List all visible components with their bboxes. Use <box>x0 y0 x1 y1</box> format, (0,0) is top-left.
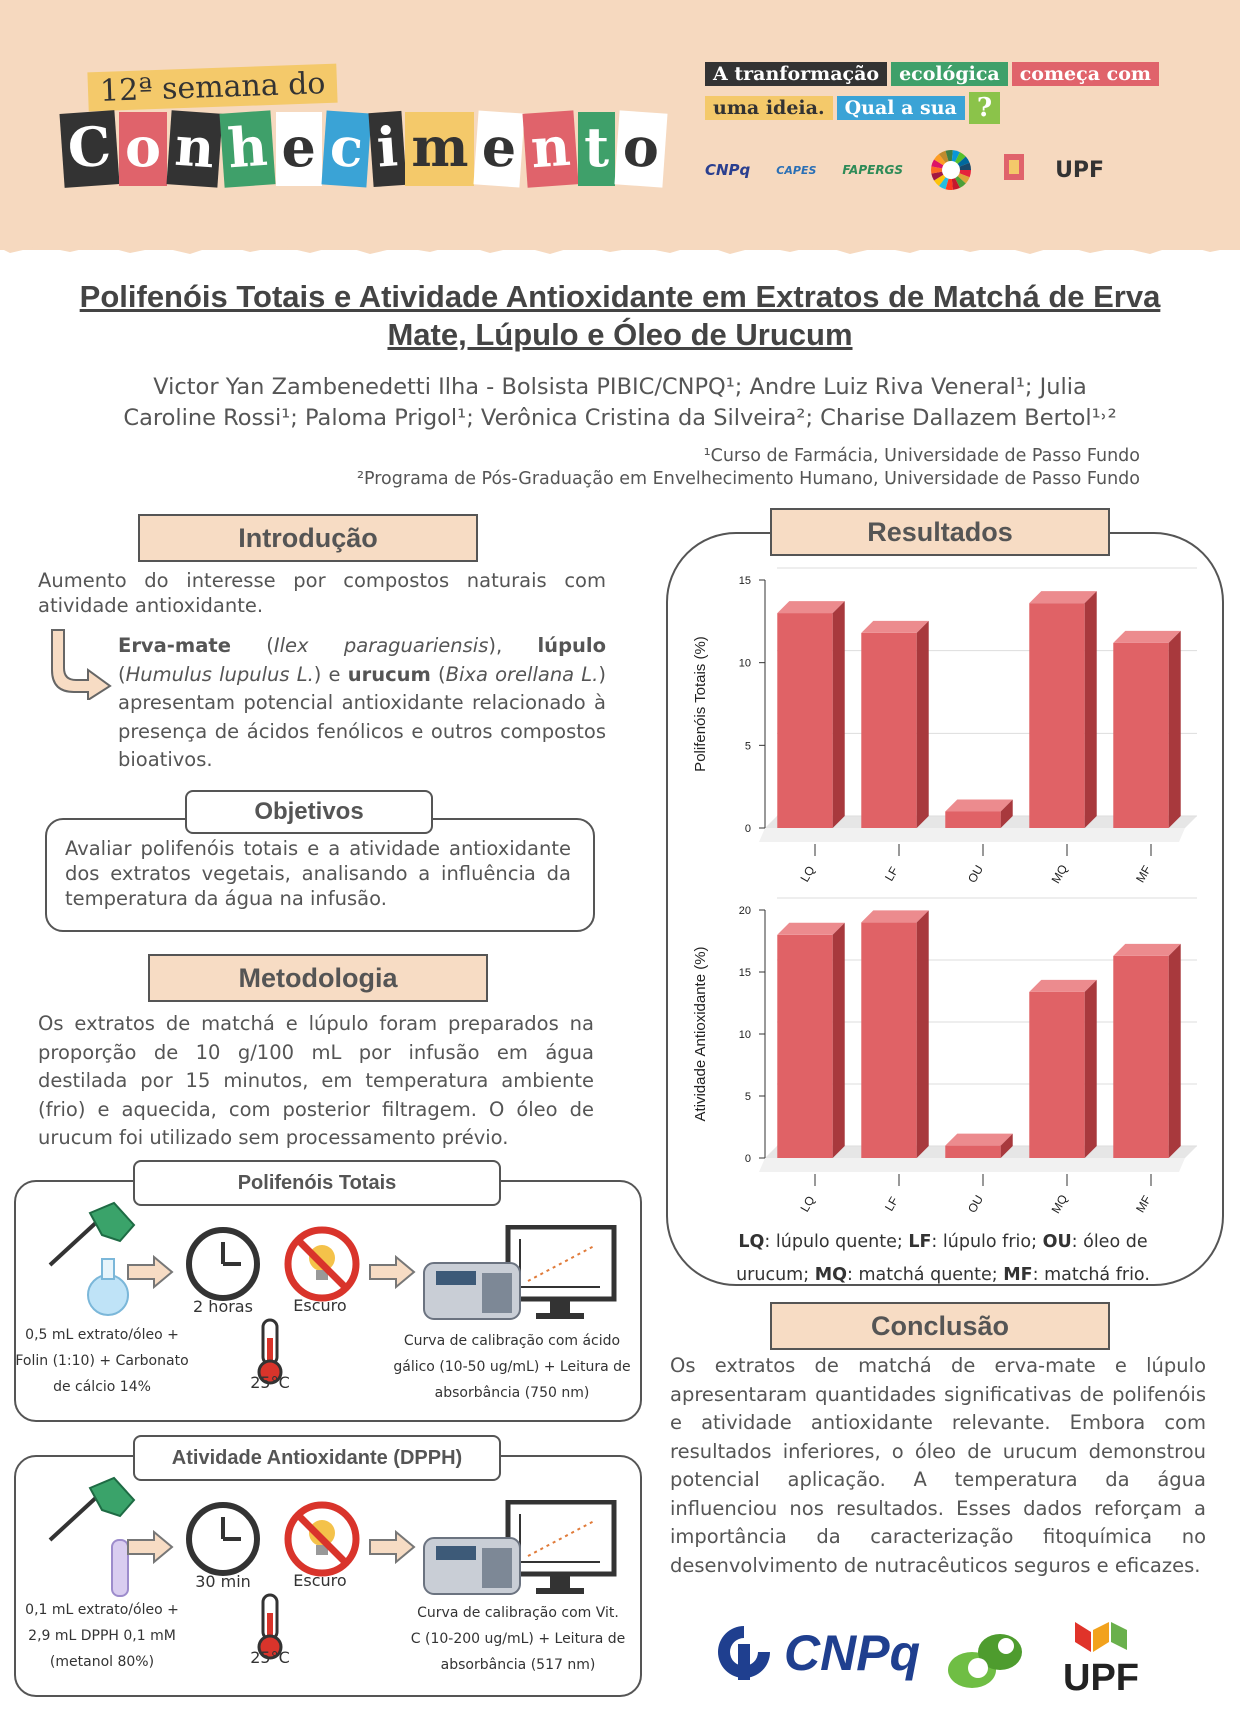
event-logo-letter: i <box>368 111 406 187</box>
y-axis-label: Polifenóis Totais (%) <box>692 636 709 772</box>
science-leaf-logo-icon <box>942 1618 1032 1698</box>
intro-heading: Introdução <box>138 514 478 562</box>
affiliation-1: ¹Curso de Farmácia, Universidade de Passo Fundo <box>703 446 1140 466</box>
x-tick-label: LQ <box>797 1193 818 1215</box>
term-urucum: urucum <box>347 662 431 686</box>
text-run: : lúpulo quente; <box>764 1232 909 1252</box>
conclusion-text: Os extratos de matchá de erva-mate e lúpulo apresentaram quantidades significativas de polifenóis e atividade antioxidante relevante. Embora com resultados inferiores, o óleo de urucum demonstrou potencial aplicação. A temperatura da água influenciou nos resultados. Esses dados reforçam a importância da caracterização fitoquímica no desenvolvimento de nutracêuticos seguros e eficazes. <box>670 1354 1206 1577</box>
dpph-curve-text <box>400 1600 636 1678</box>
event-edition: 12ª semana do <box>87 64 338 112</box>
poly-sample-line: 0,5 mL extrato/óleo + <box>25 1327 179 1343</box>
y-tick-label: 15 <box>738 575 751 587</box>
x-tick-label: MF <box>1133 1192 1154 1216</box>
bar-side <box>917 621 929 828</box>
text-run: urucum; <box>736 1265 815 1285</box>
bar-side <box>1169 944 1181 1158</box>
event-logo-word <box>62 112 665 186</box>
pipette-icon <box>40 1195 140 1325</box>
bar <box>1029 992 1084 1158</box>
authors <box>60 372 1180 434</box>
dpph-sample-line: 2,9 mL DPPH 0,1 mM <box>28 1628 176 1644</box>
event-logo-letter: c <box>321 111 371 188</box>
species-humulus: Humulus lupulus L. <box>125 662 314 686</box>
upf-wordmark: UPF <box>1063 1657 1139 1699</box>
bar <box>945 811 1000 828</box>
ods-wheel-icon <box>929 148 973 192</box>
spectrophotometer-computer-icon <box>420 1225 630 1325</box>
dpph-dark: Escuro <box>293 1571 347 1590</box>
y-tick-label: 0 <box>744 823 751 835</box>
slogan-part: ecológica <box>891 62 1008 86</box>
x-tick-label: LF <box>881 864 902 884</box>
bar-side <box>1085 591 1097 828</box>
x-tick-label: OU <box>964 1192 987 1216</box>
curved-arrow-icon <box>44 628 114 700</box>
species-bixa: Bixa orellana L. <box>445 662 599 686</box>
cnpq-wordmark: CNPq <box>784 1625 921 1681</box>
bar <box>945 1146 1000 1158</box>
dpph-curve-line: C (10-200 ug/mL) + Leitura de <box>410 1631 626 1647</box>
dpph-sample-text <box>12 1597 192 1675</box>
text-run: : lúpulo frio; <box>931 1232 1043 1252</box>
cnpq-footer-logo <box>714 1622 920 1684</box>
event-logo-letter: e <box>276 112 322 186</box>
event-logo-letter: e <box>474 110 525 187</box>
objectives-heading: Objetivos <box>185 790 433 834</box>
poly-sample-text <box>12 1322 192 1400</box>
slogan-part: começa com <box>1012 62 1159 86</box>
x-tick-label: LQ <box>797 863 818 885</box>
y-tick-label: 10 <box>738 1029 751 1041</box>
y-axis-label: Atividade Antioxidante (%) <box>692 946 709 1122</box>
y-tick-label: 0 <box>744 1153 751 1165</box>
bar <box>777 613 832 828</box>
x-tick-label: OU <box>964 862 987 886</box>
abbr-lf: LF <box>908 1232 932 1252</box>
text-run: : matchá frio. <box>1032 1265 1150 1285</box>
text-run: ( <box>118 662 126 686</box>
arrow-right-icon <box>368 1255 416 1289</box>
polyphenols-heading: Polifenóis Totais <box>133 1160 501 1206</box>
results-legend-line1 <box>680 1226 1206 1259</box>
intro-paragraph-2 <box>118 632 606 775</box>
poly-temp: 25°C <box>250 1373 290 1392</box>
objectives-text: Avaliar polifenóis totais e a atividade antioxidante dos extratos vegetais, analisando a influência da temperatura da água na infusão. <box>65 837 571 910</box>
y-tick-label: 5 <box>744 1091 751 1103</box>
text-run: ) apresentam potencial antioxidante relacionado à presença de ácidos fenólicos e outros compostos bioativos. <box>118 662 606 771</box>
conclusion-heading: Conclusão <box>770 1302 1110 1350</box>
bar <box>777 935 832 1158</box>
slogan-part: A tranformação <box>705 62 887 86</box>
slogan-part: ? <box>969 92 1000 124</box>
y-tick-label: 20 <box>738 905 751 917</box>
x-tick-label: MQ <box>1048 862 1071 886</box>
intro-paragraph-1: Aumento do interesse por compostos naturais com atividade antioxidante. <box>38 569 606 617</box>
poly-curve-line: gálico (10-50 ug/mL) + Leitura de <box>393 1359 631 1375</box>
bar <box>861 633 916 828</box>
bar <box>1029 603 1084 828</box>
term-lupulo: lúpulo <box>537 634 606 657</box>
results-heading: Resultados <box>770 508 1110 556</box>
bar <box>861 922 916 1158</box>
methods-text: Os extratos de matchá e lúpulo foram preparados na proporção de 10 g/100 mL por infusão em água destilada por 15 minutos, em temperatura ambiente (frio) e aquecida, com posterior filtragem. O óleo de urucum foi utilizado sem processamento prévio. <box>38 1012 594 1149</box>
y-tick-label: 15 <box>738 967 751 979</box>
dpph-heading: Atividade Antioxidante (DPPH) <box>133 1435 501 1481</box>
methods-heading: Metodologia <box>148 954 488 1002</box>
event-logo-letter: C <box>59 110 119 188</box>
event-logo-letter: h <box>220 110 276 187</box>
abbr-mf: MF <box>1003 1265 1033 1285</box>
event-logo-letter: n <box>522 110 578 187</box>
fapergs-logo: FAPERGS <box>842 163 904 177</box>
poly-dark: Escuro <box>293 1296 347 1315</box>
y-tick-label: 5 <box>744 740 751 753</box>
slogan-part: uma ideia. <box>705 96 833 120</box>
results-legend-line2 <box>680 1259 1206 1292</box>
slogan-line1 <box>705 62 1159 86</box>
cnpq-emblem-icon <box>714 1622 774 1684</box>
entrepreneurship-logo-icon <box>999 150 1029 190</box>
bar <box>1113 643 1168 828</box>
authors-line2: Caroline Rossi¹; Paloma Prigol¹; Verônica Cristina da Silveira²; Charise Dallazem Bertol¹˒² <box>123 405 1117 431</box>
bar-side <box>833 923 845 1158</box>
text-run: ( <box>230 634 274 657</box>
event-logo-letter: o <box>119 112 167 186</box>
sponsor-logos <box>705 148 1104 192</box>
clock-icon <box>185 1226 261 1302</box>
arrow-right-icon <box>368 1530 416 1564</box>
cnpq-logo: CNPq <box>705 161 751 179</box>
poly-curve-text <box>388 1328 636 1406</box>
capes-logo: CAPES <box>776 163 817 177</box>
pipette-icon <box>40 1470 140 1600</box>
abbr-lq: LQ <box>738 1232 765 1252</box>
abbr-ou: OU <box>1042 1232 1072 1252</box>
bar-side <box>1169 631 1181 828</box>
chart-floor-front <box>759 828 1185 842</box>
dpph-time: 30 min <box>195 1572 251 1591</box>
x-tick-label: MQ <box>1048 1192 1071 1216</box>
arrow-right-icon <box>126 1255 174 1289</box>
text-run: ), <box>488 634 538 657</box>
no-light-icon <box>282 1224 362 1304</box>
clock-icon <box>185 1501 261 1577</box>
text-run: : matchá quente; <box>847 1265 1004 1285</box>
event-logo-letter: o <box>615 110 668 187</box>
poly-curve-line: Curva de calibração com ácido <box>403 1333 621 1349</box>
bar-side <box>833 601 845 828</box>
no-light-icon <box>282 1499 362 1579</box>
dpph-sample-line: (metanol 80%) <box>49 1654 155 1670</box>
bar-side <box>1085 980 1097 1158</box>
ods-center <box>942 161 960 179</box>
polyphenols-chart <box>680 560 1200 890</box>
dpph-curve-line: Curva de calibração com Vit. <box>417 1605 619 1621</box>
species-ilex: Ilex paraguariensis <box>273 634 489 657</box>
poster-title: Polifenóis Totais e Atividade Antioxidante em Extratos de Matchá de Erva Mate, Lúpulo e Óleo de Urucum <box>79 279 1161 352</box>
slogan-part: Qual a sua <box>837 96 965 120</box>
poly-time: 2 horas <box>193 1297 253 1316</box>
text-run: ) e <box>313 662 348 686</box>
spectrophotometer-computer-icon <box>420 1500 630 1600</box>
event-logo-letter: n <box>166 110 222 187</box>
authors-line1: Victor Yan Zambenedetti Ilha - Bolsista PIBIC/CNPQ¹; Andre Luiz Riva Veneral¹; Julia <box>153 374 1087 400</box>
x-tick-label: MF <box>1133 862 1154 886</box>
upf-footer-logo <box>1046 1618 1156 1698</box>
upf-emblem-icon <box>1071 1618 1131 1654</box>
torn-paper-edge <box>0 232 1240 262</box>
chart-floor-front <box>759 1158 1185 1172</box>
affiliation-2: ²Programa de Pós-Graduação em Envelhecimento Humano, Universidade de Passo Fundo <box>356 469 1140 489</box>
antioxidant-chart <box>680 890 1200 1220</box>
text-run: ( <box>430 662 446 686</box>
dpph-temp: 25°C <box>250 1648 290 1667</box>
poly-sample-line: Folin (1:10) + Carbonato <box>15 1353 189 1369</box>
arrow-right-icon <box>126 1530 174 1564</box>
dpph-curve-line: absorbância (517 nm) <box>440 1657 596 1673</box>
x-tick-label: LF <box>881 1194 902 1214</box>
results-legend <box>680 1226 1206 1292</box>
bar-side <box>917 910 929 1158</box>
slogan-line2 <box>705 92 1000 124</box>
event-logo-letter: t <box>578 112 615 186</box>
poly-sample-line: de cálcio 14% <box>53 1379 151 1395</box>
abbr-mq: MQ <box>814 1265 847 1285</box>
bar <box>1113 956 1168 1158</box>
text-run: : óleo de <box>1071 1232 1148 1252</box>
event-logo-letter: m <box>405 112 474 186</box>
y-tick-label: 10 <box>738 657 751 670</box>
poly-curve-line: absorbância (750 nm) <box>434 1385 590 1401</box>
upf-logo: UPF <box>1055 157 1105 183</box>
dpph-sample-line: 0,1 mL extrato/óleo + <box>25 1602 179 1618</box>
term-erva-mate: Erva-mate <box>118 634 231 657</box>
